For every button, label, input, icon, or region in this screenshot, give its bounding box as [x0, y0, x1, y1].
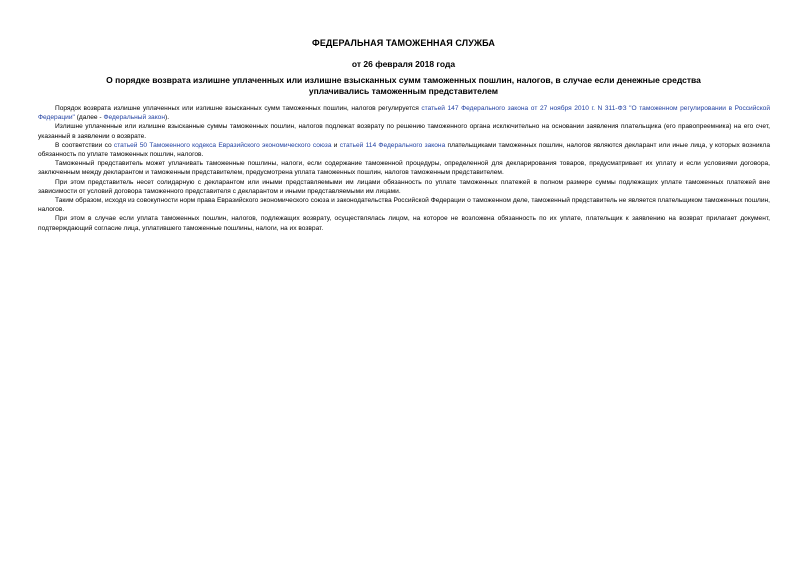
paragraph-3-text-b: и — [331, 141, 340, 149]
document-title: О порядке возврата излишне уплаченных или излишне взысканных сумм таможенных пошлин, налогов, в случае если денежные средства уплачивались таможенным представителем — [106, 75, 701, 96]
paragraph-3-text-c: плательщиками таможенных пошлин, налогов являются декларант или иные лица, у которых возникла обязанность по уплате таможенных пошлин, налогов. — [38, 141, 770, 159]
paragraph-4: Таможенный представитель может уплачивать таможенные пошлины, налоги, если содержание таможенной процедуры, определенной для декларирования товаров, предусматривает их уплату и если условиями договора, заключенным между декларантом и таможенным представителем, предусмотрена уплата таможенных пошлин, налогов таможенным представителем. — [38, 160, 770, 177]
paragraph-3-text-a: В соответствии со — [55, 141, 114, 149]
paragraph-5: При этом представитель несет солидарную с декларантом или иными представляемыми им лицами обязанность по уплате таможенных платежей в полном размере суммы подлежащих уплате таможенных платежей вне зависимости от условий договора таможенного представителя с декларантом и иными представляемыми им лицами. — [38, 178, 770, 195]
paragraph-6: Таким образом, исходя из совокупности норм права Евразийского экономического союза и законодательства Российской Федерации о таможенном деле, таможенный представитель не является плательщиком таможенных пошлин, налогов. — [38, 197, 770, 214]
paragraph-7: При этом в случае если уплата таможенных пошлин, налогов, подлежащих возврату, осуществлялась лицом, на которое не возложена обязанность по их уплате, плательщик к заявлению на возврат прилагает документ, подтверждающий согласие лица, уплатившего таможенные пошлины, налоги, на их возврат. — [38, 215, 770, 232]
link-article-114-federal-law[interactable]: статьей 114 Федерального закона — [339, 141, 446, 149]
link-article-147-federal-law[interactable]: статьей 147 Федерального закона от 27 ноября 2010 г. N 311-ФЗ "О таможенном регулировании в Российской Федерации" — [38, 105, 771, 122]
document-body — [38, 104, 770, 233]
paragraph-3 — [38, 141, 770, 159]
link-federal-law[interactable]: Федеральный закон — [103, 114, 165, 122]
paragraph-1-text-c: ). — [165, 114, 170, 122]
paragraph-1 — [38, 104, 770, 122]
paragraph-2: Излишне уплаченные или излишне взысканные суммы таможенных пошлин, налогов подлежат возврату по решению таможенного органа исключительно на основании заявления плательщика (его правопреемника) на его счет, указанный в заявлении о возврате. — [38, 123, 770, 140]
paragraph-1-text-b: (далее - — [74, 114, 104, 122]
agency-name: ФЕДЕРАЛЬНАЯ ТАМОЖЕННАЯ СЛУЖБА — [312, 38, 495, 48]
paragraph-1-text-a: Порядок возврата излишне уплаченных или излишне взысканных сумм таможенных пошлин, налогов регулируется — [55, 105, 422, 112]
document-date: от 26 февраля 2018 года — [351, 59, 456, 69]
link-article-50-customs-code[interactable]: статьей 50 Таможенного кодекса Евразийского экономического союза — [113, 141, 332, 149]
